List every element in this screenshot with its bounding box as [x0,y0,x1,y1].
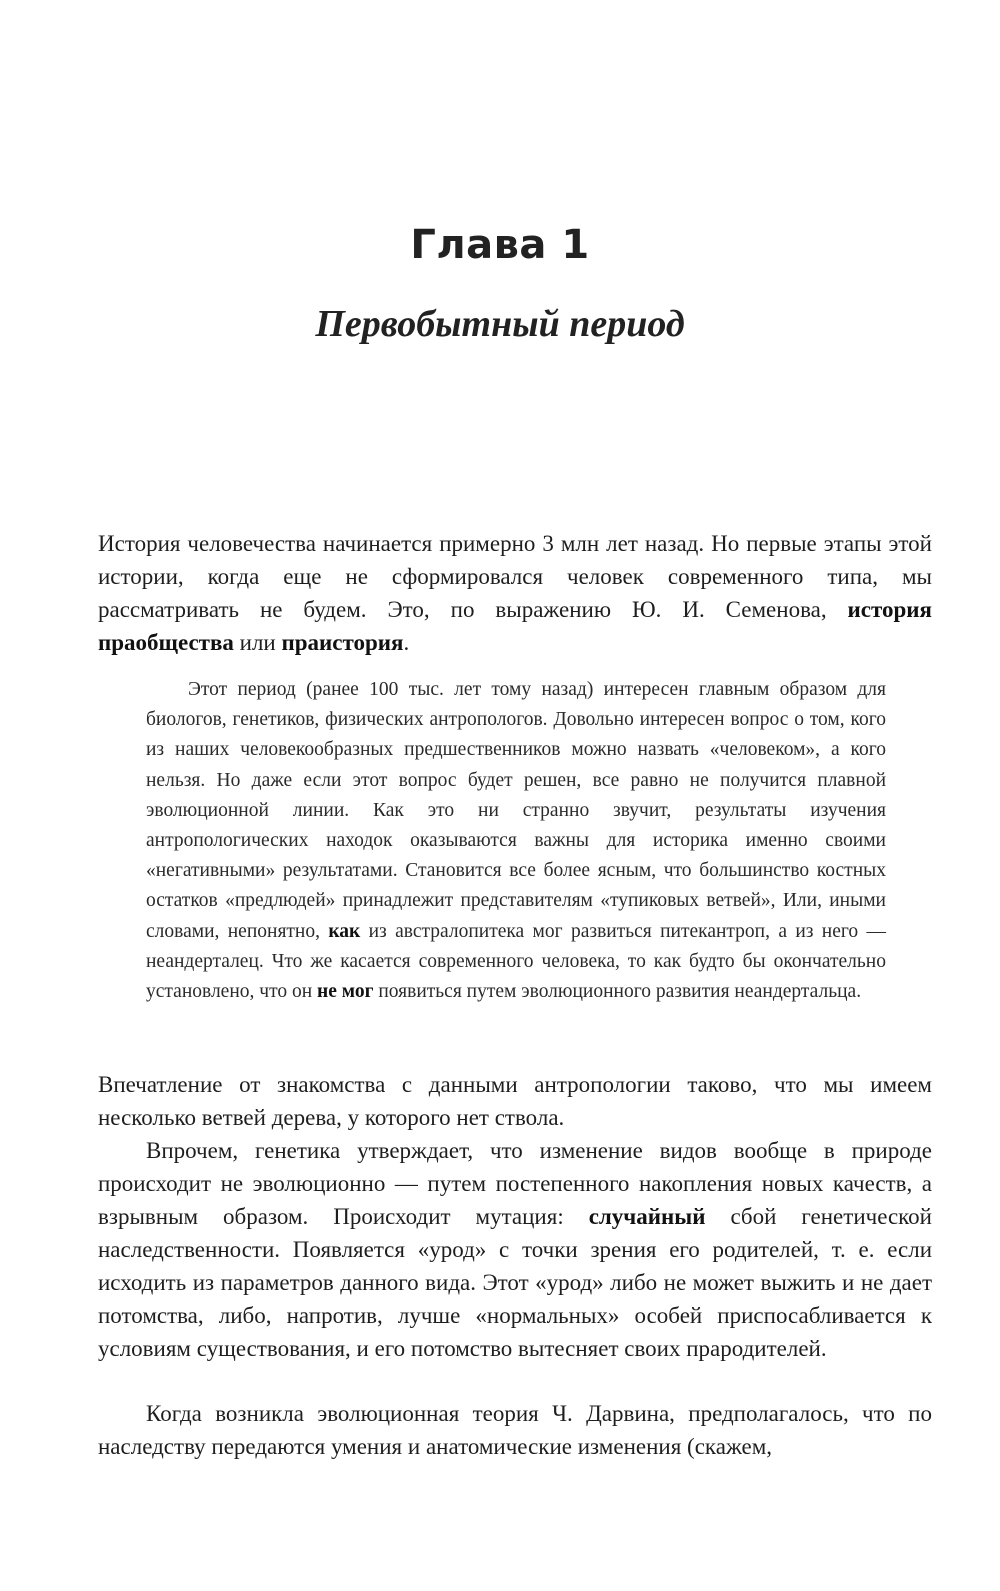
text-run: сбой генетической наследственности. Появляется «урод» с точки зрения его родителей, т. е. если исходить из параметров данного вида. Этот «урод» либо не может выжить и не дает потомства, либо, напротив, лучше «нормальных» особей приспосабливается к условиям существования, и его потомство вытесняет своих прародителей. [98,1204,932,1361]
bold-term: как [328,920,361,942]
bold-term: случайный [588,1204,706,1229]
chapter-subtitle: Первобытный период [315,303,685,345]
text-run: История человечества начинается примерно 3 млн лет назад. Но первые этапы этой истории, когда еще не сформировался человек современного типа, мы рассматривать не будем. Это, по выражению Ю. И. Семенова, [98,531,932,622]
paragraph-note [146,675,886,1007]
text-run: Этот период (ранее 100 тыс. лет тому назад) интересен главным образом для биологов, генетиков, физических антропологов. Довольно интересен вопрос о том, кого из наших человекообразных предшественников можно назвать «человеком», а кого нельзя. Но даже если этот вопрос будет решен, все равно не получится плавной эволюционной линии. Как это ни странно звучит, результаты изучения антропологических находок оказываются важны для историка именно своими «негативными» результатами. Становится все более ясным, что большинство костных остатков «предлюдей» принадлежит представителям «тупиковых ветвей», Или, иными словами, непонятно, [146,679,886,942]
text-run: появиться путем эволюционного развития неандертальца. [373,981,862,1003]
chapter-title: Глава 1 [410,222,590,268]
bold-term: не мог [317,981,374,1003]
text-run: Впрочем, генетика утверждает, что изменение видов вообще в природе происходит не эволюционно — путем постепенного накопления новых качеств, а взрывным образом. Происходит мутация: [98,1138,932,1229]
text-run: или [233,630,282,655]
bold-term: история праобщества [98,597,932,655]
paragraph-impression: Впечатление от знакомства с данными антропологии таково, что мы имеем несколько ветвей дерева, у которого нет ствола. [98,1072,932,1130]
bold-term: праистория [281,630,404,655]
paragraph-genetics [98,1134,932,1365]
text-run: . [403,630,410,655]
paragraph-intro [98,527,932,659]
paragraph-darwin: Когда возникла эволюционная теория Ч. Дарвина, предполагалось, что по наследству передаются умения и анатомические изменения (скажем, [98,1401,932,1459]
text-run: из австралопитека мог развиться питекантроп, а из него — неандерталец. Что же касается современного человека, то как будто бы окончательно установлено, что он [146,920,887,1003]
